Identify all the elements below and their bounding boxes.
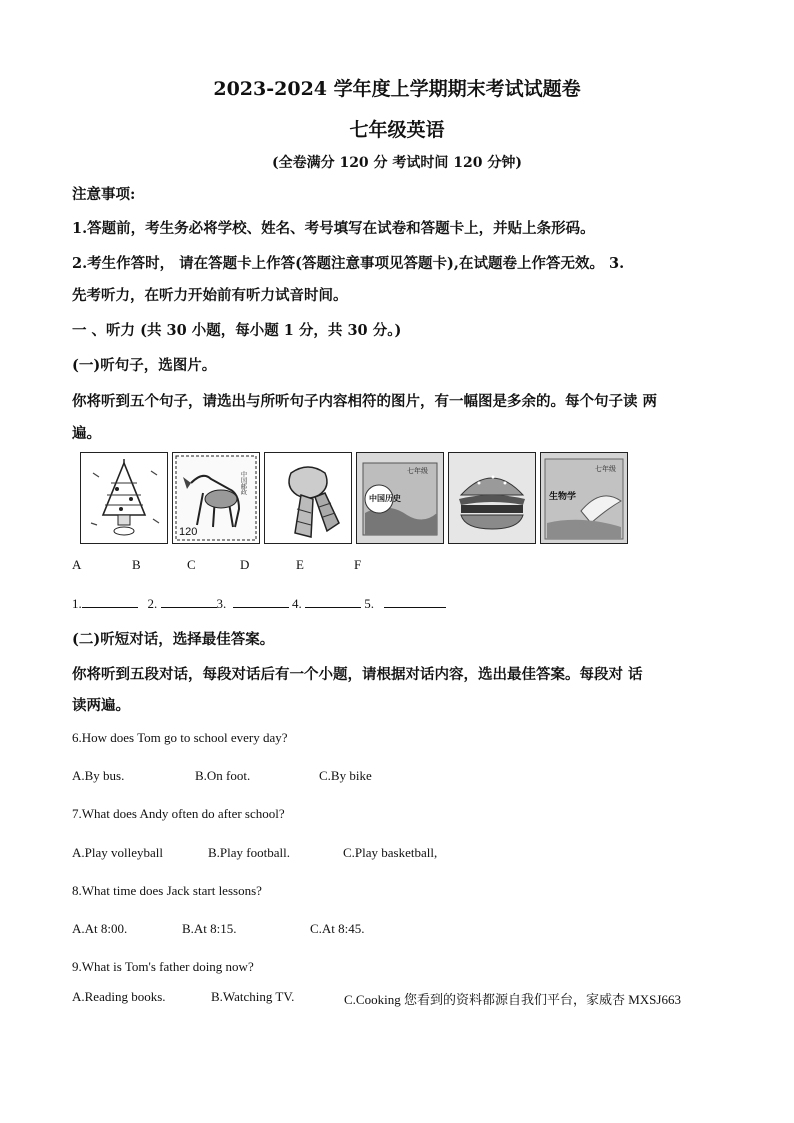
part1-instruction-line2: 遍。 xyxy=(72,425,101,442)
history-book-icon xyxy=(356,452,444,544)
part2-instruction-line2: 读两遍。 xyxy=(72,697,130,714)
christmas-tree-icon xyxy=(80,452,168,544)
option-a[interactable]: A.Reading books. xyxy=(72,989,166,1004)
history-book-title: 中国历史 xyxy=(369,494,401,503)
blank-label-5: 5. xyxy=(364,596,374,611)
answer-blank-2[interactable] xyxy=(161,595,217,608)
exam-title: 2023-2024 学年度上学期期末考试试题卷 xyxy=(213,78,581,100)
picture-letter-f: F xyxy=(354,557,362,572)
section-heading: 一 、听力 (共 30 小题，每小题 1 分，共 30 分。) xyxy=(72,322,402,339)
biology-book-title: 生物学 xyxy=(549,492,577,502)
picture-letter-b: B xyxy=(132,557,141,572)
biology-book-grade: 七年级 xyxy=(595,465,616,473)
answer-blank-4[interactable] xyxy=(305,595,361,608)
picture-letter-d: D xyxy=(240,557,250,572)
hamburger-icon xyxy=(448,452,536,544)
part1-instruction-line1: 你将听到五个句子，请选出与所听句子内容相符的图片，有一幅图是多余的。每个句子读 两 xyxy=(72,393,658,410)
biology-book-icon xyxy=(540,452,628,544)
blank-label-1: 1. xyxy=(72,596,82,611)
option-b[interactable]: B.On foot. xyxy=(195,768,251,783)
question-9-options xyxy=(72,989,752,1007)
answer-blanks xyxy=(72,595,446,612)
option-c[interactable]: C.By bike xyxy=(319,768,372,783)
stamp-value-text: 120 xyxy=(179,526,198,538)
blank-label-4: 4. xyxy=(292,596,302,611)
question-8-options xyxy=(72,921,752,939)
picture-letters xyxy=(72,557,472,575)
picture-letter-e: E xyxy=(296,557,304,572)
question-9: 9.What is Tom's father doing now? xyxy=(72,959,254,974)
option-a[interactable]: A.By bus. xyxy=(72,768,125,783)
stamp-label-text: 中国邮政 xyxy=(239,471,247,495)
blank-label-2: 2. xyxy=(147,596,158,611)
part1-heading: (一)听句子，选图片。 xyxy=(72,357,217,374)
horse-stamp-icon xyxy=(172,452,260,544)
answer-blank-1[interactable] xyxy=(82,595,138,608)
exam-subtitle: 七年级英语 xyxy=(349,119,445,141)
option-c[interactable]: C.Cooking 您看到的资料都源自我们平台，家威杏 MXSJ663 xyxy=(344,992,681,1007)
scarf-icon xyxy=(264,452,352,544)
notes-item-3: 先考听力，在听力开始前有听力试音时间。 xyxy=(72,287,348,304)
option-b[interactable]: B.Watching TV. xyxy=(211,989,295,1004)
option-c[interactable]: C.Play basketball, xyxy=(343,845,438,860)
blank-label-3: 3. xyxy=(216,596,227,611)
picture-letter-a: A xyxy=(72,557,82,572)
history-book-grade: 七年级 xyxy=(407,467,428,475)
exam-info: (全卷满分 120 分 考试时间 120 分钟) xyxy=(271,155,523,171)
notes-heading: 注意事项: xyxy=(72,186,136,203)
question-6: 6.How does Tom go to school every day? xyxy=(72,730,288,745)
part2-instruction-line1: 你将听到五段对话，每段对话后有一个小题，请根据对话内容，选出最佳答案。每段对 话 xyxy=(72,666,643,683)
question-8: 8.What time does Jack start lessons? xyxy=(72,883,262,898)
part2-heading: (二)听短对话，选择最佳答案。 xyxy=(72,631,275,648)
option-b[interactable]: B.At 8:15. xyxy=(182,921,237,936)
option-a[interactable]: A.At 8:00. xyxy=(72,921,128,936)
notes-item-2: 2.考生作答时， 请在答题卡上作答(答题注意事项见答题卡),在试题卷上作答无效。 3. xyxy=(72,255,625,272)
answer-blank-3[interactable] xyxy=(233,595,289,608)
option-c[interactable]: C.At 8:45. xyxy=(310,921,365,936)
question-7-options xyxy=(72,845,752,863)
picture-letter-c: C xyxy=(187,557,196,572)
option-a[interactable]: A.Play volleyball xyxy=(72,845,163,860)
option-b[interactable]: B.Play football. xyxy=(208,845,290,860)
question-7: 7.What does Andy often do after school? xyxy=(72,806,285,821)
answer-blank-5[interactable] xyxy=(384,595,446,608)
notes-item-1: 1.答题前，考生务必将学校、姓名、考号填写在试卷和答题卡上，并贴上条形码。 xyxy=(72,220,595,237)
question-6-options xyxy=(72,768,752,786)
